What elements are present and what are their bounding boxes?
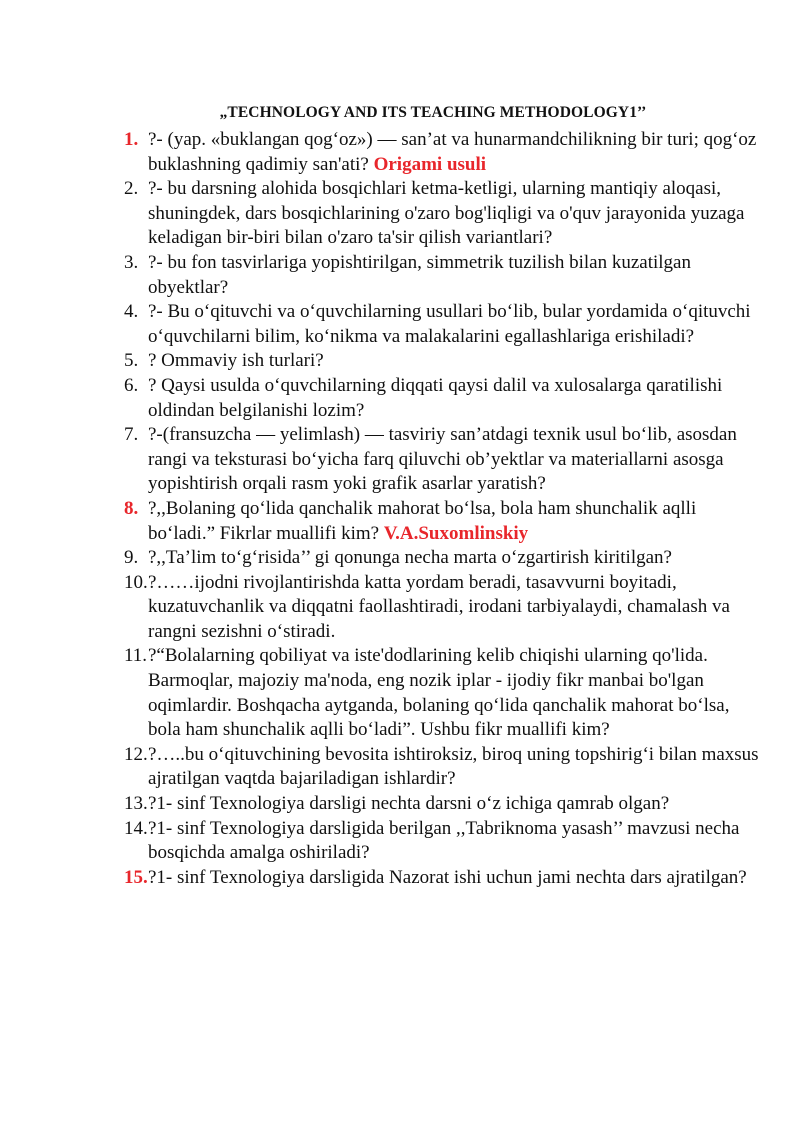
question-number: 12.	[124, 743, 148, 765]
question-number: 8.	[124, 497, 139, 519]
question-item	[124, 792, 764, 817]
question-item	[124, 644, 764, 742]
question-text: ?1- sinf Texnologiya darsligida berilgan ,,Tabriknoma yasash’’ mavzusi necha bosqichda amalga oshiriladi?	[148, 817, 740, 864]
question-text: ?- bu darsning alohida bosqichlari ketma-ketligi, ularning mantiqiy aloqasi, shuningdek, dars bosqichlarining o'zaro bog'liqligi va o'quv jarayonida yuzaga keladigan bir-biri bilan o'zaro ta'sir qilish variantlari?	[148, 178, 745, 249]
question-text: ?,,Ta’lim to‘g‘risida’’ gi qonunga necha marta o‘zgartirish kiritilgan?	[148, 547, 672, 569]
question-item	[124, 817, 764, 866]
question-number: 3.	[124, 251, 139, 273]
question-text: ?1- sinf Texnologiya darsligi nechta darsni o‘z ichiga qamrab olgan?	[148, 793, 670, 815]
question-item	[124, 546, 764, 571]
question-item	[124, 128, 764, 177]
question-number: 13.	[124, 793, 148, 815]
answer-text: Origami usuli	[373, 153, 487, 175]
question-number: 6.	[124, 374, 139, 396]
question-item	[124, 571, 764, 645]
question-item	[124, 497, 764, 546]
question-text: ?- bu fon tasvirlariga yopishtirilgan, simmetrik tuzilish bilan kuzatilgan obyektlar?	[148, 251, 691, 298]
question-item	[124, 349, 764, 374]
question-number: 2.	[124, 178, 139, 200]
question-text: ? Ommaviy ish turlari?	[148, 350, 324, 372]
question-item	[124, 866, 764, 891]
question-number: 5.	[124, 350, 139, 372]
question-text: ?-(fransuzcha — yelimlash) — tasviriy san’atdagi texnik usul bo‘lib, asosdan rangi va teksturasi bo‘yicha farq qiluvchi ob’yektlar va materiallarni asosga yopishtirish orqali rasm yoki grafik asarlar yaratish?	[148, 424, 737, 495]
question-number: 14.	[124, 817, 148, 839]
question-item	[124, 374, 764, 423]
question-item	[124, 423, 764, 497]
question-number: 10.	[124, 571, 148, 593]
question-text: ? Qaysi usulda o‘quvchilarning diqqati qaysi dalil va xulosalarga qaratilishi oldindan belgilanishi lozim?	[148, 374, 723, 421]
question-number: 11.	[124, 645, 148, 667]
question-list	[124, 128, 764, 890]
question-number: 1.	[124, 129, 139, 150]
question-text: ?- (yap. «buklangan qog‘oz») — san’at va hunarmandchilikning bir turi; qog‘oz buklashning qadimiy san'ati?	[148, 129, 757, 175]
question-item	[124, 251, 764, 300]
question-number: 4.	[124, 301, 139, 323]
question-item	[124, 743, 764, 792]
question-item	[124, 177, 764, 251]
question-number: 15.	[124, 866, 148, 888]
question-text: ?…..bu o‘qituvchining bevosita ishtiroksiz, biroq uning topshirig‘i bilan maxsus ajratilgan vaqtda bajariladigan ishlardir?	[148, 743, 759, 790]
question-text: ?,,Bolaning qo‘lida qanchalik mahorat bo‘lsa, bola ham shunchalik aqlli bo‘ladi.” Fikrlar muallifi kim?	[148, 497, 697, 544]
question-item	[124, 300, 764, 349]
question-number: 7.	[124, 424, 139, 446]
question-text: ?1- sinf Texnologiya darsligida Nazorat ishi uchun jami nechta dars ajratilgan?	[148, 866, 747, 888]
answer-text: V.A.Suxomlinskiy	[383, 522, 529, 544]
question-text: ?“Bolalarning qobiliyat va iste'dodlarining kelib chiqishi ularning qo'lida. Barmoqlar, majoziy ma'noda, eng nozik iplar - ijodiy fikr manbai bo'lgan oqimlardir. Boshqacha aytganda, bolaning qo‘lida qanchalik mahorat bo‘lsa, bola ham shunchalik aqlli bo‘ladi”. Ushbu fikr muallifi kim?	[148, 645, 730, 741]
question-text: ?……ijodni rivojlantirishda katta yordam beradi, tasavvurni boyitadi, kuzatuvchanlik va diqqatni faollashtiradi, irodani tarbiyalaydi, chamalash va rangni sezishni o‘stiradi.	[148, 571, 730, 642]
question-text: ?- Bu o‘qituvchi va o‘quvchilarning usullari bo‘lib, bular yordamida o‘qituvchi o‘quvchilarni bilim, ko‘nikma va malakalarini egallashlariga erishiladi?	[148, 301, 751, 347]
question-number: 9.	[124, 547, 139, 569]
document-title: „TECHNOLOGY AND ITS TEACHING METHODOLOGY1’’	[219, 104, 647, 121]
